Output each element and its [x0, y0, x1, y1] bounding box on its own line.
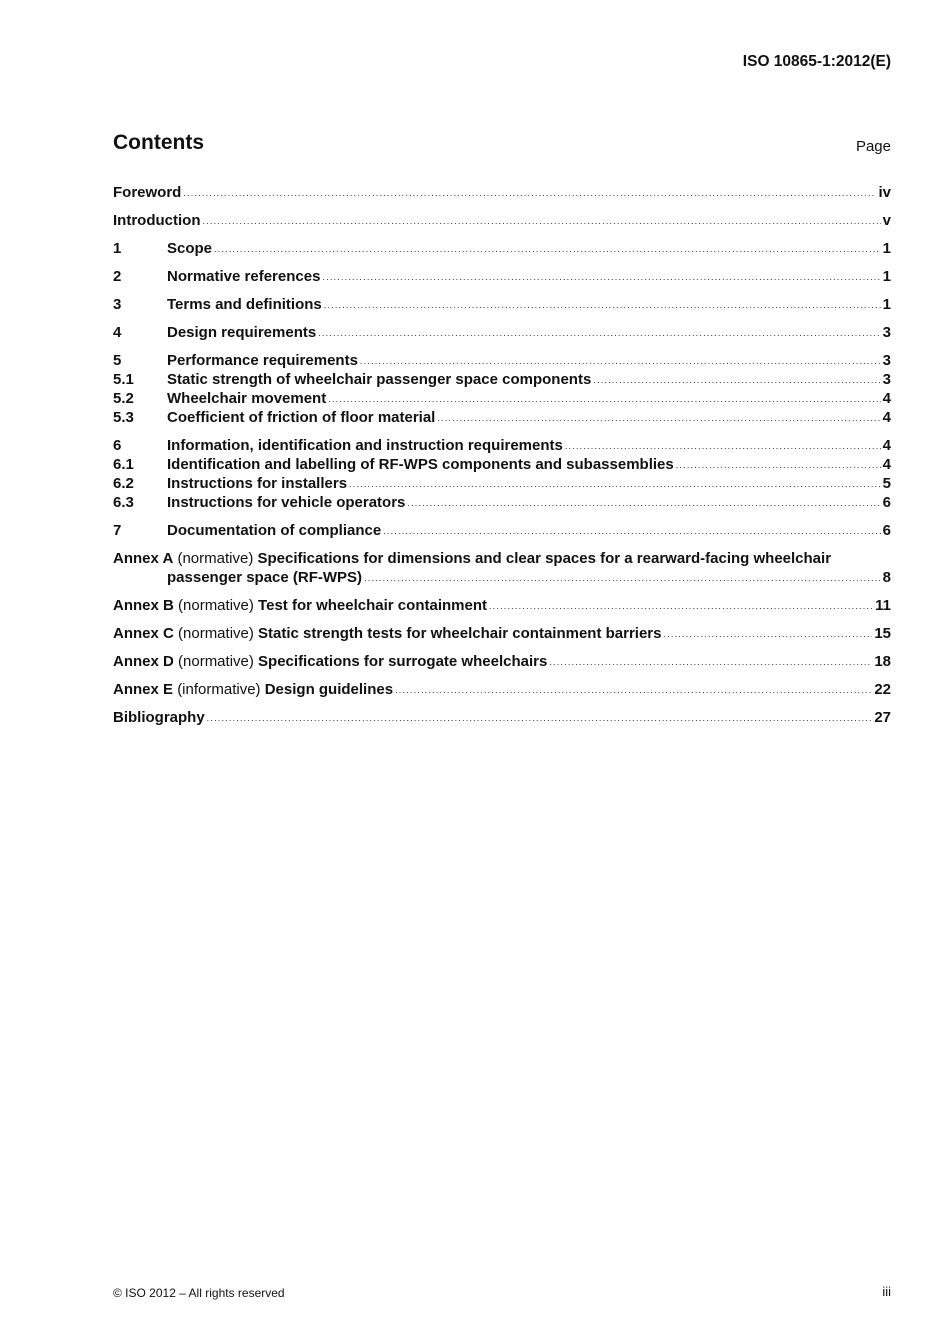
toc-entry-page: 15	[874, 625, 891, 642]
toc-entry-page: 1	[882, 240, 891, 257]
toc-entry-title: Bibliography	[113, 709, 205, 726]
document-id: ISO 10865-1:2012(E)	[742, 53, 891, 70]
toc-entry-annex-a[interactable]	[113, 549, 891, 587]
toc-entry-page: 1	[882, 268, 891, 285]
toc-entry-section-6-3[interactable]	[113, 493, 891, 512]
toc-entry-section-5[interactable]	[113, 351, 891, 370]
toc-entry-section-5-2[interactable]	[113, 389, 891, 408]
toc-entry-page: 3	[882, 324, 891, 341]
annex-label: Annex A	[113, 550, 174, 567]
annex-title: Static strength tests for wheelchair containment barriers	[258, 625, 662, 642]
toc-entry-page: 4	[882, 437, 891, 454]
toc-entry-page: v	[882, 212, 891, 229]
page-column-label: Page	[855, 138, 891, 155]
toc-entry-bibliography[interactable]	[113, 708, 891, 727]
toc-entry-page: 27	[874, 709, 891, 726]
toc-entry-title: Coefficient of friction of floor material	[167, 409, 436, 426]
toc-entry-number: 3	[113, 296, 122, 313]
dot-leader	[395, 681, 872, 700]
contents-heading: Contents	[113, 131, 204, 154]
toc-entry-section-5-1[interactable]	[113, 370, 891, 389]
toc-entry-title: Information, identification and instruction requirements	[167, 437, 563, 454]
toc-entry-page: 3	[882, 352, 891, 369]
dot-leader	[383, 522, 880, 541]
dot-leader	[349, 475, 881, 494]
toc-entry-number: 6.3	[113, 494, 134, 511]
toc-entry-page: 4	[882, 456, 891, 473]
toc-entry-page: 22	[874, 681, 891, 698]
dot-leader	[407, 494, 880, 513]
annex-title: Test for wheelchair containment	[258, 597, 487, 614]
toc-entry-number: 2	[113, 268, 122, 285]
toc-entry-section-2[interactable]	[113, 267, 891, 286]
dot-leader	[489, 597, 873, 616]
toc-entry-page: 6	[882, 494, 891, 511]
toc-entry-title: Instructions for vehicle operators	[167, 494, 406, 511]
annex-label: Annex B	[113, 597, 174, 614]
annex-label: Annex C	[113, 625, 174, 642]
toc-entry-page: 18	[874, 653, 891, 670]
dot-leader	[322, 268, 880, 287]
toc-entry-page: 4	[882, 390, 891, 407]
toc-entry-annex-e[interactable]	[113, 680, 891, 699]
toc-entry-annex-b[interactable]	[113, 596, 891, 615]
dot-leader	[202, 212, 880, 231]
toc-entry-page: 11	[875, 597, 891, 614]
toc-entry-introduction[interactable]	[113, 211, 891, 230]
annex-type: (normative)	[178, 597, 254, 614]
toc-entry-number: 5.3	[113, 409, 134, 426]
toc-entry-foreword[interactable]	[113, 183, 891, 202]
annex-title: Design guidelines	[264, 681, 394, 698]
toc-entry-section-7[interactable]	[113, 521, 891, 540]
toc-entry-section-6[interactable]	[113, 436, 891, 455]
dot-leader	[183, 184, 876, 203]
toc-entry-page: 6	[882, 522, 891, 539]
toc-entry-number: 6	[113, 437, 122, 454]
toc-entry-title: Instructions for installers	[167, 475, 348, 492]
dot-leader	[360, 352, 881, 371]
footer-copyright: © ISO 2012 – All rights reserved	[113, 1286, 285, 1300]
toc-entry-number: 5	[113, 352, 122, 369]
dot-leader	[318, 324, 880, 343]
toc-entry-number: 1	[113, 240, 122, 257]
dot-leader	[565, 437, 881, 456]
annex-title-continued: passenger space (RF-WPS)	[167, 569, 363, 586]
toc-entry-page: 1	[882, 296, 891, 313]
toc-entry-section-4[interactable]	[113, 323, 891, 342]
toc-entry-section-6-2[interactable]	[113, 474, 891, 493]
dot-leader	[437, 409, 880, 428]
toc-entry-section-5-3[interactable]	[113, 408, 891, 427]
toc-entry-title: Scope	[167, 240, 213, 257]
annex-label: Annex E	[113, 681, 174, 698]
toc-entry-annex-c[interactable]	[113, 624, 891, 643]
toc-entry-title: Identification and labelling of RF-WPS components and subassemblies	[167, 456, 674, 473]
toc-entry-title: Performance requirements	[167, 352, 358, 369]
toc-entry-section-3[interactable]	[113, 295, 891, 314]
toc-entry-title: Static strength of wheelchair passenger space components	[167, 371, 592, 388]
toc-entry-page: 8	[882, 569, 891, 586]
toc-entry-page: 4	[882, 409, 891, 426]
toc-entry-number: 7	[113, 522, 122, 539]
table-of-contents	[113, 183, 891, 727]
toc-entry-title: Documentation of compliance	[167, 522, 382, 539]
dot-leader	[364, 569, 881, 588]
dot-leader	[549, 653, 872, 672]
annex-type: (normative)	[177, 550, 254, 567]
dot-leader	[676, 456, 881, 475]
toc-entry-title: Normative references	[167, 268, 321, 285]
annex-type: (normative)	[178, 625, 254, 642]
toc-entry-page: iv	[878, 184, 891, 201]
toc-entry-section-6-1[interactable]	[113, 455, 891, 474]
annex-label: Annex D	[113, 653, 174, 670]
toc-entry-title: Foreword	[113, 184, 182, 201]
dot-leader	[324, 296, 881, 315]
dot-leader	[593, 371, 880, 390]
toc-entry-annex-d[interactable]	[113, 652, 891, 671]
toc-entry-section-1[interactable]	[113, 239, 891, 258]
annex-type: (normative)	[178, 653, 254, 670]
toc-entry-number: 6.2	[113, 475, 134, 492]
dot-leader	[664, 625, 873, 644]
annex-type: (informative)	[177, 681, 261, 698]
toc-entry-page: 5	[882, 475, 891, 492]
toc-entry-title: Terms and definitions	[167, 296, 322, 313]
toc-entry-page: 3	[882, 371, 891, 388]
toc-entry-number: 5.2	[113, 390, 134, 407]
toc-entry-number: 6.1	[113, 456, 134, 473]
dot-leader	[207, 709, 873, 728]
toc-entry-title: Wheelchair movement	[167, 390, 327, 407]
dot-leader	[328, 390, 880, 409]
toc-entry-title: Introduction	[113, 212, 201, 229]
footer-page-number: iii	[882, 1284, 891, 1299]
toc-entry-title: Design requirements	[167, 324, 317, 341]
dot-leader	[214, 240, 881, 259]
annex-title: Specifications for surrogate wheelchairs	[258, 653, 548, 670]
toc-entry-number: 5.1	[113, 371, 134, 388]
toc-entry-number: 4	[113, 324, 122, 341]
annex-title: Specifications for dimensions and clear spaces for a rearward-facing wheelchair	[257, 550, 832, 567]
